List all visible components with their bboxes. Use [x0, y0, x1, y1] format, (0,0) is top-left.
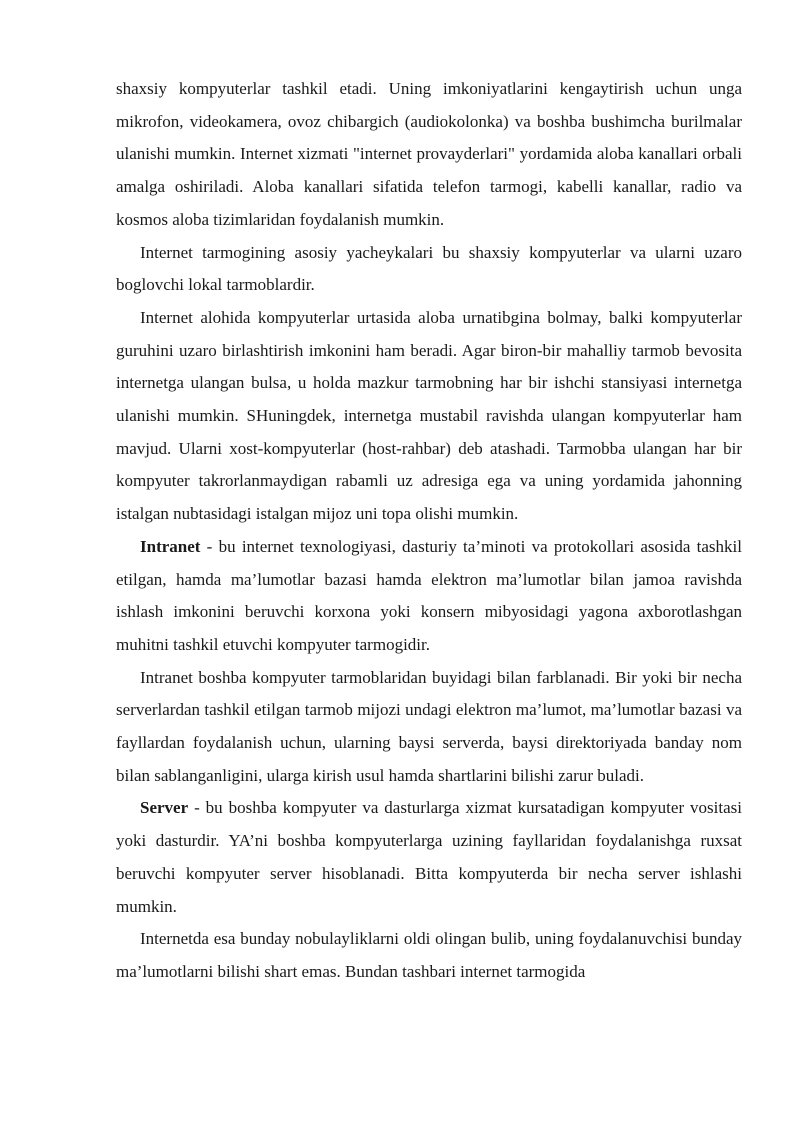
paragraph-text: Internet tarmogining asosiy yacheykalari bu shaxsiy kompyuterlar va ularni uzaro boglovchi lokal tarmoblardir.	[116, 242, 742, 295]
paragraph-3	[116, 302, 742, 531]
document-body	[116, 73, 742, 989]
paragraph-7	[116, 923, 742, 988]
paragraph-5	[116, 662, 742, 793]
term-intranet: Intranet	[140, 536, 201, 556]
paragraph-1	[116, 73, 742, 237]
paragraph-text: - bu boshba kompyuter va dasturlarga xizmat kursatadigan kompyuter vositasi yoki dasturdir. YA’ni boshba kompyuterlarga uzining fayllaridan foydalanishga ruxsat beruvchi kompyuter server hisoblanadi. Bitta kompyuterda bir necha server ishlashi mumkin.	[116, 798, 742, 916]
paragraph-intranet-definition	[116, 531, 742, 662]
paragraph-text: - bu internet texnologiyasi, dasturiy ta’minoti va protokollari asosida tashkil etilgan, hamda ma’lumotlar bazasi hamda elektron ma’lumotlar bilan jamoa ravishda ishlash imkonini beruvchi korxona yoki konsern mibyosidagi yagona axborotlashgan muhitni tashkil etuvchi kompyuter tarmogidir.	[116, 536, 742, 654]
paragraph-server-definition	[116, 792, 742, 923]
paragraph-text: Intranet boshba kompyuter tarmoblaridan buyidagi bilan farblanadi. Bir yoki bir necha serverlardan tashkil etilgan tarmob mijozi undagi elektron ma’lumot, ma’lumotlar bazasi va fayllardan foydalanish uchun, ularning baysi serverda, baysi direktoriyada banday nom bilan sablanganligini, ularga kirish usul hamda shartlarini bilishi zarur buladi.	[116, 667, 742, 785]
term-server: Server	[140, 798, 189, 818]
paragraph-text: Internetda esa bunday nobulayliklarni oldi olingan bulib, uning foydalanuvchisi bunday ma’lumotlarni bilishi shart emas. Bundan tashbari internet tarmogida	[116, 929, 742, 981]
paragraph-text: shaxsiy kompyuterlar tashkil etadi. Uning imkoniyatlarini kengaytirish uchun unga mikrofon, videokamera, ovoz chibargich (audiokolonka) va boshba bushimcha burilmalar ulanishi mumkin. Internet xizmati "internet provayderlari" yordamida aloba kanallari orbali amalga oshiriladi. Aloba kanallari sifatida telefon tarmogi, kabelli kanallar, radio va kosmos aloba tizimlaridan foydalanish mumkin.	[116, 79, 742, 229]
paragraph-2	[116, 237, 742, 302]
paragraph-text: Internet alohida kompyuterlar urtasida aloba urnatibgina bolmay, balki kompyuterlar guruhini uzaro birlashtirish imkonini ham beradi. Agar biron-bir mahalliy tarmob bevosita internetga ulangan bulsa, u holda mazkur tarmobning har bir ishchi stansiyasi internetga ulanishi mumkin. SHuningdek, internetga mustabil ravishda ulangan kompyuterlar ham mavjud. Ularni xost-kompyuterlar (host-rahbar) deb atashadi. Tarmobba ulangan har bir kompyuter takrorlanmaydigan rabamli uz adresiga ega va uning yordamida jahonning istalgan nubtasidagi istalgan mijoz uni topa olishi mumkin.	[116, 307, 742, 524]
